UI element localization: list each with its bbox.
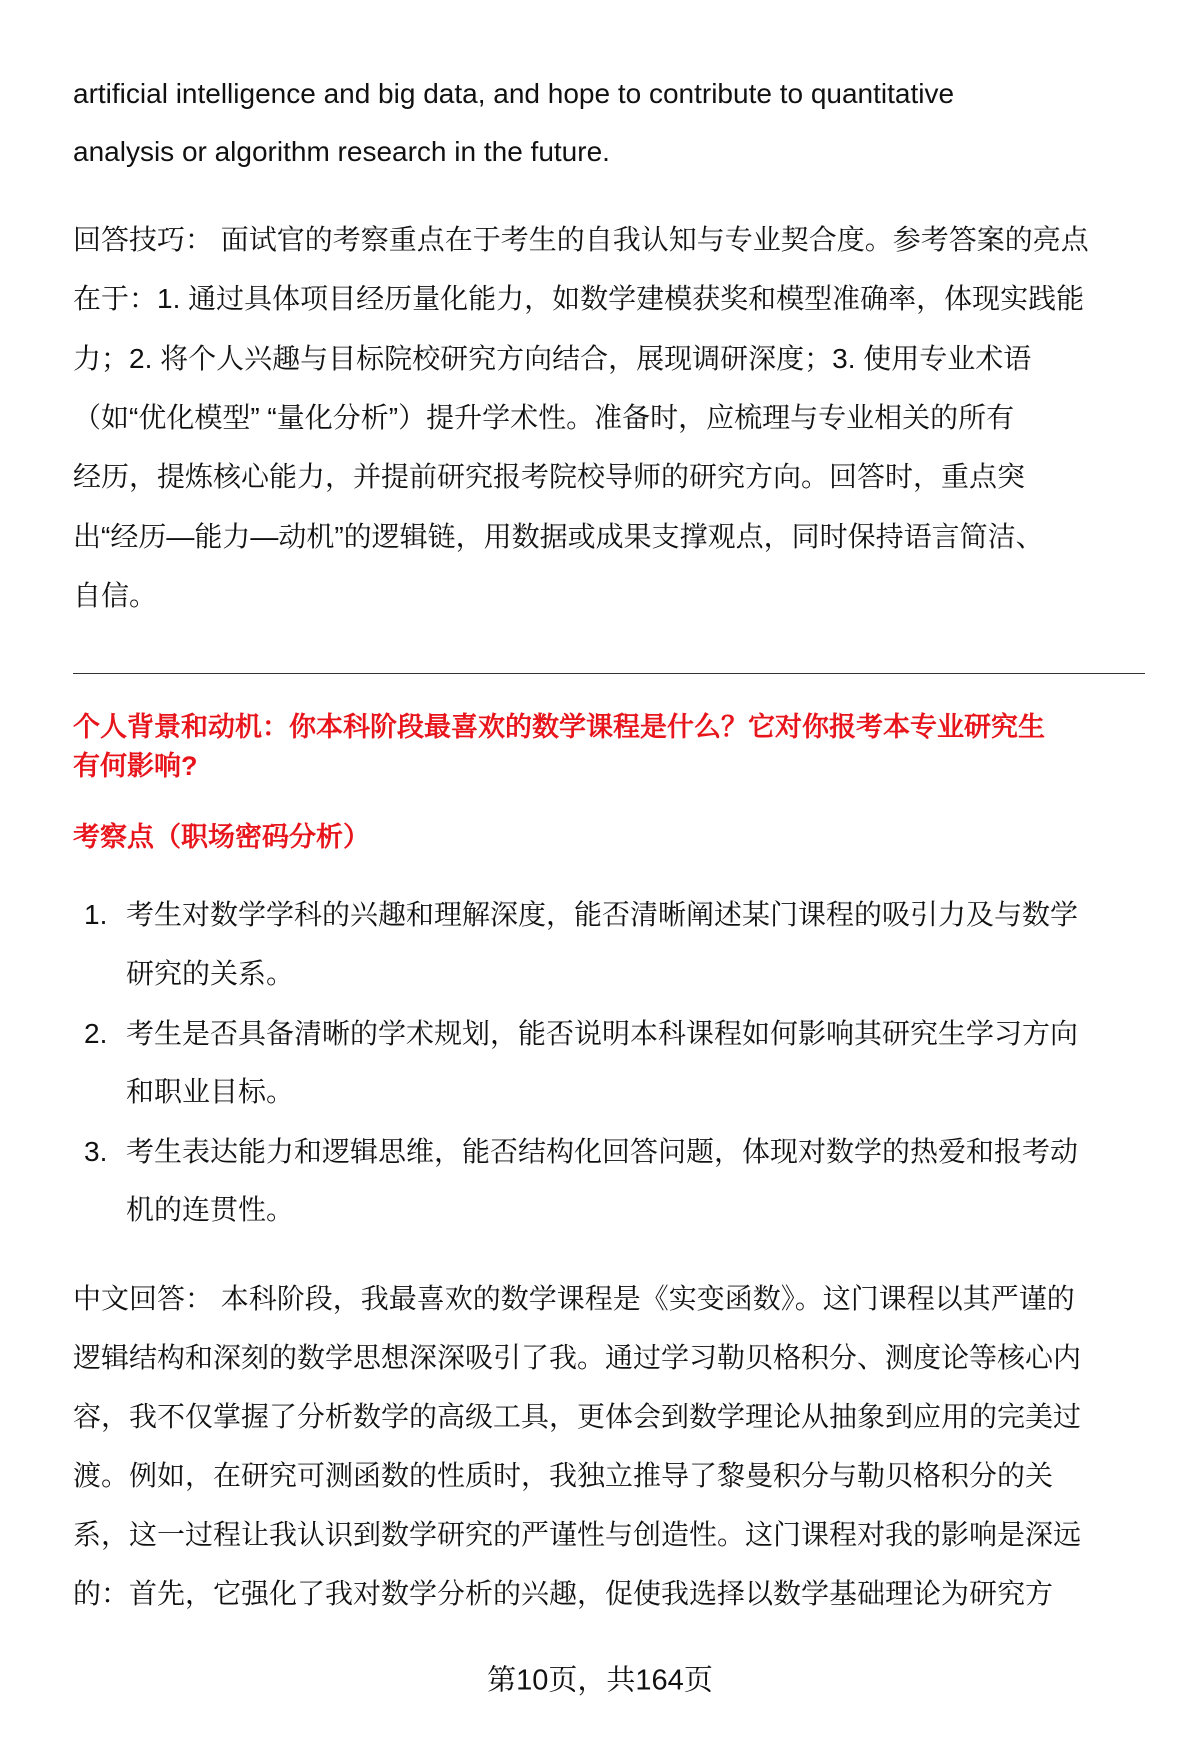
text-line: 自信。 xyxy=(73,580,158,611)
text-line: 在于：1. 通过具体项目经历量化能力，如数学建模获奖和模型准确率，体现实践能 xyxy=(73,283,1085,314)
text-line: （如“优化模型” “量化分析”）提升学术性。准备时，应梳理与专业相关的所有 xyxy=(73,402,1015,433)
text-line: 中文回答： 本科阶段，我最喜欢的数学课程是《实变函数》。这门课程以其严谨的 xyxy=(73,1283,1075,1314)
list-number: 1. xyxy=(84,899,108,930)
section-divider xyxy=(73,673,1145,674)
page-number-footer: 第10页，共164页 xyxy=(487,1664,713,1697)
list-number: 2. xyxy=(84,1018,108,1049)
text-line: 容，我不仅掌握了分析数学的高级工具，更体会到数学理论从抽象到应用的完美过 xyxy=(73,1401,1082,1432)
text-line: 系，这一过程让我认识到数学研究的严谨性与创造性。这门课程对我的影响是深远 xyxy=(73,1519,1082,1550)
text-line: 渡。例如，在研究可测函数的性质时，我独立推导了黎曼积分与勒贝格积分的关 xyxy=(73,1460,1054,1491)
text-line: 考生表达能力和逻辑思维，能否结构化回答问题，体现对数学的热爱和报考动 xyxy=(126,1136,1079,1167)
text-line: 机的连贯性。 xyxy=(126,1194,295,1225)
text-line: 经历，提炼核心能力，并提前研究报考院校导师的研究方向。回答时，重点突 xyxy=(73,461,1026,492)
text-line: analysis or algorithm research in the future. xyxy=(73,136,610,167)
question-line: 有何影响? xyxy=(73,751,198,781)
text-line: 力；2. 将个人兴趣与目标院校研究方向结合，展现调研深度；3. 使用专业术语 xyxy=(73,343,1032,374)
text-line: 研究的关系。 xyxy=(126,958,295,989)
list-number: 3. xyxy=(84,1136,108,1167)
text-line: 的：首先，它强化了我对数学分析的兴趣，促使我选择以数学基础理论为研究方 xyxy=(73,1578,1054,1609)
text-line: 考生对数学学科的兴趣和理解深度，能否清晰阐述某门课程的吸引力及与数学 xyxy=(126,899,1079,930)
question-line: 个人背景和动机：你本科阶段最喜欢的数学课程是什么？它对你报考本专业研究生 xyxy=(73,712,1045,742)
text-line: 回答技巧： 面试官的考察重点在于考生的自我认知与专业契合度。参考答案的亮点 xyxy=(73,224,1089,255)
text-line: 出“经历—能力—动机”的逻辑链，用数据或成果支撑观点，同时保持语言简洁、 xyxy=(73,521,1044,552)
text-line: 考生是否具备清晰的学术规划，能否说明本科课程如何影响其研究生学习方向 xyxy=(126,1018,1079,1049)
text-line: 和职业目标。 xyxy=(126,1076,295,1107)
text-line: 逻辑结构和深刻的数学思想深深吸引了我。通过学习勒贝格积分、测度论等核心内 xyxy=(73,1342,1082,1373)
focus-title: 考察点（职场密码分析） xyxy=(73,822,370,852)
text-line: artificial intelligence and big data, and hope to contribute to quantitative xyxy=(73,78,955,109)
